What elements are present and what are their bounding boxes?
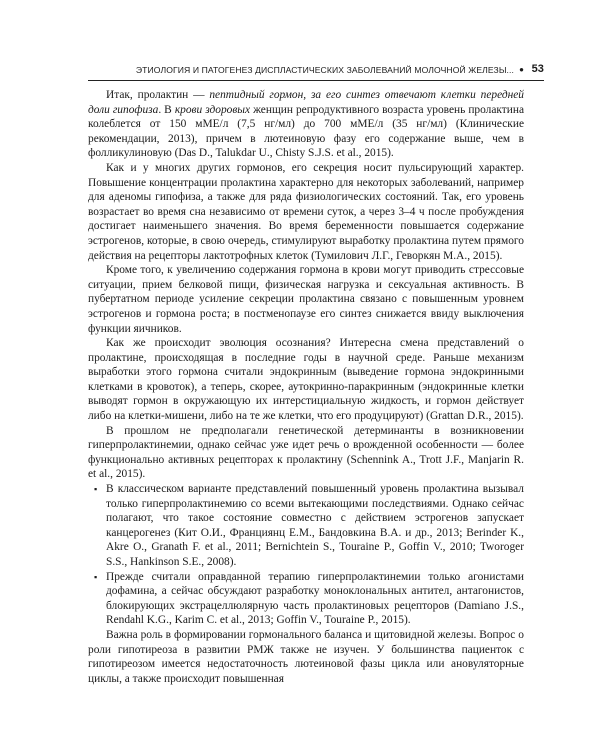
text-run: женщин репродуктивного возраста уровень пролактина колеблется от 150 мМЕ/л (7,5 нг/мл) до 700 мМЕ/л (35 нг/мл) (Клинические рекомендации, 2013), причем в лютеиновую фазу его содержание выше, чем в фолликулиновую (Das D., Talukdar U., Chisty S.J.S. et al., 2015). — [88, 103, 525, 160]
paragraph-stress-factors: Кроме того, к увеличению содержания гормона в крови могут приводить стрессовые ситуации, прием белковой пищи, физическая нагрузка и сексуальная активность. В пубертатном периоде усиление секреции пролактина связано с повышенным уровнем эстрогенов и гормона роста; в постменопаузе его синтез снижается ввиду выключения функции яичников. — [88, 264, 524, 335]
text-run: . В — [158, 103, 175, 116]
italic-run: пептидный гормон, за его синтез отвечают клетки передней доли гипофиза — [88, 89, 524, 116]
header-rule — [88, 80, 544, 81]
running-header — [88, 62, 544, 78]
list-item — [88, 570, 524, 628]
paragraph-pulsatile-secretion: Как и у многих других гормонов, его секреция носит пульсирующий характер. Повышение концентрации пролактина характерно для некоторых заболеваний, например для аденомы гипофиза, а также для ряда физиологических состояний. Так, его уровень возрастает во время сна независимо от времени суток, а через 3–4 ч после пробуждения достигает наименьшего значения. Во время беременности повышается содержание эстрогенов, которые, в свою очередь, стимулируют выработку пролактина путем прямого действия на рецепторы лактотрофных клеток (Тумилович Л.Г., Геворкян М.А., 2015). — [88, 161, 524, 262]
italic-run: крови здоровых — [174, 103, 251, 116]
paragraph-thyroid: Важна роль в формировании гормонального баланса и щитовидной железы. Вопрос о роли гипотиреоза в развитии РМЖ также не изучен. У большинства пациенток с гипотиреозом имеется недостаточность лютеиновой фазы цикла или ановуляторные циклы, а также происходит повышенная — [88, 628, 524, 685]
paragraph-prolactin-intro — [88, 88, 524, 161]
list-item-text: В классическом варианте представлений повышенный уровень пролактина вызывал только гиперпролактинемию со всеми вытекающими последствиями. Однако сейчас полагают, что такое состояние совместно с действием эстрогенов запускает канцерогенез (Кит О.И., Франциянц Е.М., Бандовкина В.А. и др., 2013; Berinder K., Akre O., Granath F. et al., 2011; Bernichtein S., Touraine P., Goffin V., 2010; Tworoger S.S., Hankinson S.E., 2008). — [106, 483, 524, 568]
running-header-title: ЭТИОЛОГИЯ И ПАТОГЕНЕЗ ДИСПЛАСТИЧЕСКИХ ЗАБОЛЕВАНИЙ МОЛОЧНОЙ ЖЕЛЕЗЫ... — [135, 65, 514, 75]
text-run: Итак, пролактин — — [106, 89, 210, 101]
header-bullet-separator: ● — [519, 65, 524, 74]
bullet-list — [88, 482, 524, 628]
paragraph-evolution: Как же происходит эволюция осознания? Интересна смена представлений о пролактине, происходящая в последние годы в научной среде. Раньше механизм выработки этого гормона считали эндокринным (выведение гормона эндокринными клетками в кровоток), а теперь, скорее, аутокринно-паракринным (эндокринные клетки выводят гормон в окружающую их интерстициальную жидкость, и гормон действует либо на клетки-мишени, либо на те же клетки, что его продуцируют) (Grattan D.R., 2015). — [88, 337, 524, 423]
page-number: 53 — [531, 63, 544, 75]
bullet-marker-icon: ▪ — [94, 571, 98, 582]
list-item-text: Прежде считали оправданной терапию гиперпролактинемии только агонистами дофамина, а сейчас обсуждают разработку моноклональных антител, антагонистов, блокирующих экстрацеллюлярную часть пролактиновых рецепторов (Damiano J.S., Rendahl K.G., Karim C. et al., 2013; Goffin V., Touraine P., 2015). — [106, 570, 524, 627]
bullet-marker-icon: ▪ — [94, 484, 98, 495]
list-item — [88, 482, 524, 570]
paragraph-genetic-determinant: В прошлом не предполагали генетической детерминанты в возникновении гиперпролактинемии, однако сейчас уже идет речь о врожденной особенности — более функционально активных рецепторах к пролактину (Schennink A., Trott J.F., Manjarin R. et al., 2015). — [88, 424, 524, 481]
body-text — [88, 88, 524, 686]
